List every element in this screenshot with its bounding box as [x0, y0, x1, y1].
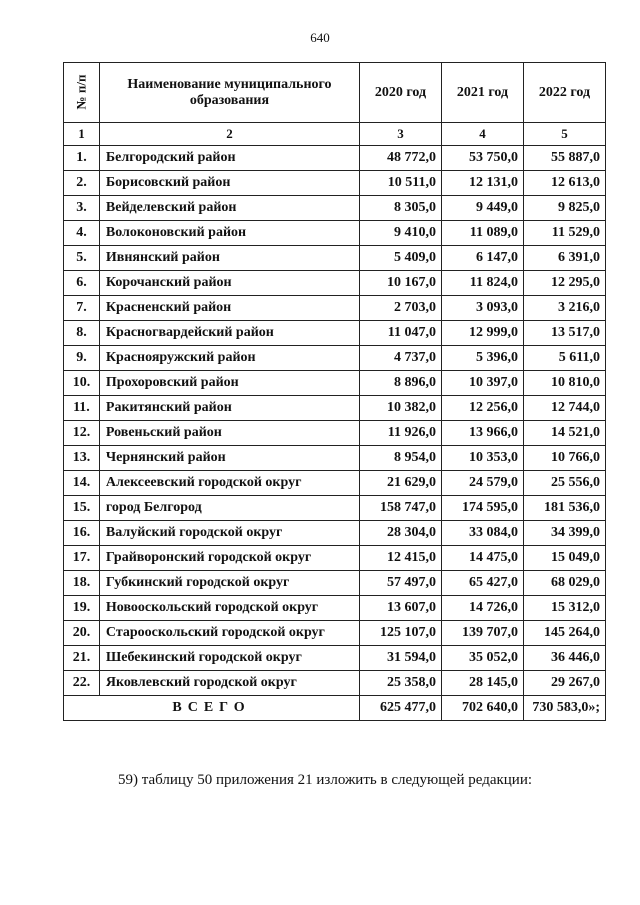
- row-num: 1.: [64, 146, 100, 171]
- total-label: ВСЕГО: [64, 696, 360, 721]
- row-2020: 5 409,0: [360, 246, 442, 271]
- row-name: Ракитянский район: [99, 396, 359, 421]
- table-row: [64, 171, 606, 196]
- row-2022: 15 049,0: [524, 546, 606, 571]
- row-name: Валуйский городской округ: [99, 521, 359, 546]
- row-2021: 11 089,0: [442, 221, 524, 246]
- row-2020: 10 382,0: [360, 396, 442, 421]
- row-num: 4.: [64, 221, 100, 246]
- row-2021: 6 147,0: [442, 246, 524, 271]
- header-name: Наименование муниципального образования: [99, 63, 359, 123]
- row-2020: 12 415,0: [360, 546, 442, 571]
- total-row: [64, 696, 606, 721]
- row-name: Краснояружский район: [99, 346, 359, 371]
- table-row: [64, 271, 606, 296]
- header-num: [64, 63, 100, 123]
- row-2022: 34 399,0: [524, 521, 606, 546]
- row-2021: 33 084,0: [442, 521, 524, 546]
- row-2022: 9 825,0: [524, 196, 606, 221]
- row-2021: 12 131,0: [442, 171, 524, 196]
- index-cell: 3: [360, 123, 442, 146]
- row-name: Корочанский район: [99, 271, 359, 296]
- row-2021: 10 397,0: [442, 371, 524, 396]
- row-2021: 139 707,0: [442, 621, 524, 646]
- row-2021: 174 595,0: [442, 496, 524, 521]
- index-cell: 4: [442, 123, 524, 146]
- page-number: 640: [310, 30, 330, 45]
- row-2020: 28 304,0: [360, 521, 442, 546]
- row-2020: 10 167,0: [360, 271, 442, 296]
- table-row: [64, 396, 606, 421]
- row-name: Красненский район: [99, 296, 359, 321]
- row-num: 14.: [64, 471, 100, 496]
- row-2020: 48 772,0: [360, 146, 442, 171]
- row-2021: 14 475,0: [442, 546, 524, 571]
- row-name: Чернянский район: [99, 446, 359, 471]
- row-2022: 11 529,0: [524, 221, 606, 246]
- row-2021: 65 427,0: [442, 571, 524, 596]
- table-row: [64, 221, 606, 246]
- row-2020: 13 607,0: [360, 596, 442, 621]
- row-name: Новооскольский городской округ: [99, 596, 359, 621]
- row-2022: 12 744,0: [524, 396, 606, 421]
- row-2022: 5 611,0: [524, 346, 606, 371]
- row-num: 3.: [64, 196, 100, 221]
- total-2022: 730 583,0»;: [524, 696, 606, 721]
- table-row: [64, 546, 606, 571]
- row-2021: 13 966,0: [442, 421, 524, 446]
- header-num-label: № п/п: [73, 74, 89, 110]
- index-cell: 2: [99, 123, 359, 146]
- row-2021: 14 726,0: [442, 596, 524, 621]
- budget-table: [63, 62, 606, 721]
- row-name: Губкинский городской округ: [99, 571, 359, 596]
- row-num: 16.: [64, 521, 100, 546]
- total-2020: 625 477,0: [360, 696, 442, 721]
- row-num: 11.: [64, 396, 100, 421]
- row-2022: 10 810,0: [524, 371, 606, 396]
- table-row: [64, 471, 606, 496]
- row-2022: 29 267,0: [524, 671, 606, 696]
- row-name: Прохоровский район: [99, 371, 359, 396]
- row-name: Белгородский район: [99, 146, 359, 171]
- row-num: 19.: [64, 596, 100, 621]
- row-2021: 5 396,0: [442, 346, 524, 371]
- row-2022: 25 556,0: [524, 471, 606, 496]
- header-2020: 2020 год: [360, 63, 442, 123]
- row-2020: 31 594,0: [360, 646, 442, 671]
- row-2022: 6 391,0: [524, 246, 606, 271]
- table-row: [64, 496, 606, 521]
- row-2020: 158 747,0: [360, 496, 442, 521]
- total-2021: 702 640,0: [442, 696, 524, 721]
- row-num: 22.: [64, 671, 100, 696]
- row-num: 17.: [64, 546, 100, 571]
- row-2021: 24 579,0: [442, 471, 524, 496]
- row-2022: 12 295,0: [524, 271, 606, 296]
- row-name: Волоконовский район: [99, 221, 359, 246]
- table-row: [64, 246, 606, 271]
- table-row: [64, 146, 606, 171]
- table-row: [64, 196, 606, 221]
- row-2020: 57 497,0: [360, 571, 442, 596]
- row-num: 21.: [64, 646, 100, 671]
- row-name: Ровеньский район: [99, 421, 359, 446]
- table-row: [64, 571, 606, 596]
- row-2021: 53 750,0: [442, 146, 524, 171]
- row-name: Грайворонский городской округ: [99, 546, 359, 571]
- row-2022: 145 264,0: [524, 621, 606, 646]
- row-2020: 4 737,0: [360, 346, 442, 371]
- row-2020: 9 410,0: [360, 221, 442, 246]
- row-2022: 36 446,0: [524, 646, 606, 671]
- table-row: [64, 371, 606, 396]
- row-num: 13.: [64, 446, 100, 471]
- row-num: 7.: [64, 296, 100, 321]
- row-num: 20.: [64, 621, 100, 646]
- row-2022: 68 029,0: [524, 571, 606, 596]
- row-2020: 8 305,0: [360, 196, 442, 221]
- header-2022: 2022 год: [524, 63, 606, 123]
- row-name: город Белгород: [99, 496, 359, 521]
- row-name: Ивнянский район: [99, 246, 359, 271]
- row-2020: 21 629,0: [360, 471, 442, 496]
- row-name: Борисовский район: [99, 171, 359, 196]
- row-2022: 181 536,0: [524, 496, 606, 521]
- row-2020: 25 358,0: [360, 671, 442, 696]
- row-num: 10.: [64, 371, 100, 396]
- table-row: [64, 296, 606, 321]
- row-name: Красногвардейский район: [99, 321, 359, 346]
- row-2021: 12 256,0: [442, 396, 524, 421]
- row-2021: 28 145,0: [442, 671, 524, 696]
- row-num: 9.: [64, 346, 100, 371]
- row-2020: 125 107,0: [360, 621, 442, 646]
- row-2020: 2 703,0: [360, 296, 442, 321]
- table-row: [64, 421, 606, 446]
- row-2022: 55 887,0: [524, 146, 606, 171]
- table-row: [64, 621, 606, 646]
- row-2022: 3 216,0: [524, 296, 606, 321]
- table-row: [64, 321, 606, 346]
- index-cell: 5: [524, 123, 606, 146]
- row-num: 8.: [64, 321, 100, 346]
- row-2021: 10 353,0: [442, 446, 524, 471]
- row-num: 5.: [64, 246, 100, 271]
- table-row: [64, 646, 606, 671]
- row-name: Старооскольский городской округ: [99, 621, 359, 646]
- row-num: 2.: [64, 171, 100, 196]
- table-row: [64, 346, 606, 371]
- index-cell: 1: [64, 123, 100, 146]
- row-num: 15.: [64, 496, 100, 521]
- row-2021: 9 449,0: [442, 196, 524, 221]
- row-2021: 35 052,0: [442, 646, 524, 671]
- row-2022: 15 312,0: [524, 596, 606, 621]
- table-row: [64, 596, 606, 621]
- row-2022: 10 766,0: [524, 446, 606, 471]
- row-2021: 3 093,0: [442, 296, 524, 321]
- row-name: Яковлевский городской округ: [99, 671, 359, 696]
- table-row: [64, 671, 606, 696]
- row-num: 12.: [64, 421, 100, 446]
- column-index-row: [64, 123, 606, 146]
- row-2022: 13 517,0: [524, 321, 606, 346]
- row-2020: 8 954,0: [360, 446, 442, 471]
- row-2022: 14 521,0: [524, 421, 606, 446]
- row-2021: 11 824,0: [442, 271, 524, 296]
- row-name: Шебекинский городской округ: [99, 646, 359, 671]
- row-2020: 10 511,0: [360, 171, 442, 196]
- row-2022: 12 613,0: [524, 171, 606, 196]
- row-num: 6.: [64, 271, 100, 296]
- row-2021: 12 999,0: [442, 321, 524, 346]
- footer-instruction: 59) таблицу 50 приложения 21 изложить в следующей редакции:: [118, 772, 533, 788]
- table-row: [64, 446, 606, 471]
- row-name: Вейделевский район: [99, 196, 359, 221]
- row-num: 18.: [64, 571, 100, 596]
- row-2020: 11 047,0: [360, 321, 442, 346]
- row-2020: 11 926,0: [360, 421, 442, 446]
- row-2020: 8 896,0: [360, 371, 442, 396]
- header-2021: 2021 год: [442, 63, 524, 123]
- table-header-row: [64, 63, 606, 123]
- table-row: [64, 521, 606, 546]
- row-name: Алексеевский городской округ: [99, 471, 359, 496]
